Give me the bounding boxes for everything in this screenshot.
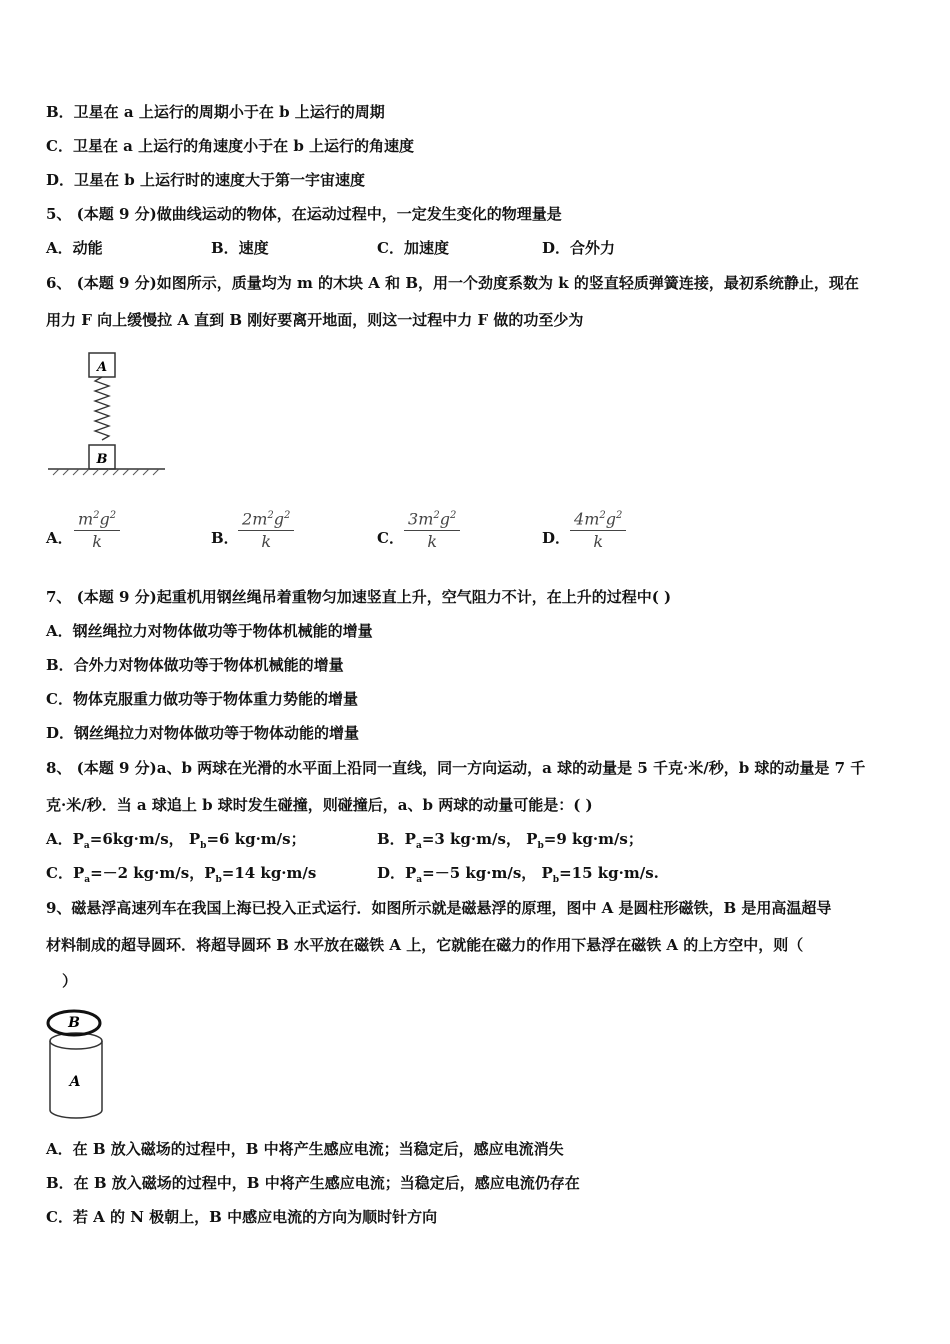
magnet-a-label: A bbox=[69, 1074, 81, 1090]
ring-b-label: B bbox=[68, 1015, 80, 1031]
q7-stem: 7、 (本题 9 分)起重机用钢丝绳吊着重物匀加速竖直上升，空气阻力不计，在上升的过程中( ) bbox=[46, 588, 672, 606]
q6-stem-line1: 6、 (本题 9 分)如图所示，质量均为 m 的木块 A 和 B，用一个劲度系数为 k 的竖直轻质弹簧连接，最初系统静止，现在 bbox=[46, 274, 859, 292]
q5-stem: 5、 (本题 9 分)做曲线运动的物体，在运动过程中，一定发生变化的物理量是 bbox=[46, 205, 562, 223]
q6-option-c-label: C． bbox=[377, 529, 404, 547]
q8-option-a: A．$P_a=6kg\cdot m/s$， $P_b=6$ kg·m/s； bbox=[46, 830, 306, 851]
q5-option-a: A．动能 bbox=[46, 239, 103, 257]
prev-option-c: C．卫星在 a 上运行的角速度小于在 b 上运行的角速度 bbox=[46, 137, 415, 155]
prev-option-b: B．卫星在 a 上运行的周期小于在 b 上运行的周期 bbox=[46, 103, 385, 121]
q9-stem-line2: 材料制成的超导圆环．将超导圆环 B 水平放在磁铁 A 上，它就能在磁力的作用下悬浮在磁铁 A 的上方空中，则（ bbox=[46, 936, 804, 954]
q6-option-d-label: D． bbox=[542, 529, 571, 547]
q5-option-d: D．合外力 bbox=[542, 239, 616, 257]
q8-option-c: C．$P_a=-2$ kg·m/s，$P_b=14$ kg·m/s bbox=[46, 864, 317, 885]
magnet-ring-figure bbox=[44, 1005, 114, 1123]
q5-option-b: B．速度 bbox=[211, 239, 269, 257]
q8-stem-line2: 克·米/秒．当 a 球追上 b 球时发生碰撞，则碰撞后，a、b 两球的动量可能是：( ) bbox=[46, 796, 593, 814]
block-a-label: A bbox=[96, 360, 108, 375]
q7-option-c: C．物体克服重力做功等于物体重力势能的增量 bbox=[46, 690, 358, 708]
block-b-label: B bbox=[96, 452, 108, 467]
q8-option-b: B．$P_a=3$ kg·m/s， $P_b=9$ kg·m/s； bbox=[377, 830, 643, 851]
q6-option-d-formula: $\frac{4m^2g^2}{k}$ bbox=[570, 505, 626, 553]
q9-stem-line1: 9、磁悬浮高速列车在我国上海已投入正式运行．如图所示就是磁悬浮的原理，图中 A 是圆柱形磁铁，B 是用高温超导 bbox=[46, 899, 832, 917]
q9-stem-line3: ） bbox=[62, 972, 78, 990]
spring-blocks-figure bbox=[45, 350, 170, 480]
q7-option-b: B．合外力对物体做功等于物体机械能的增量 bbox=[46, 656, 344, 674]
q8-option-d: D．$P_a=-5$ kg·m/s， $P_b=15$ kg·m/s. bbox=[377, 864, 659, 885]
q5-option-c: C．加速度 bbox=[377, 239, 449, 257]
q8-stem-line1: 8、 (本题 9 分)a、b 两球在光滑的水平面上沿同一直线，同一方向运动，a 球的动量是 5 千克·米/秒，b 球的动量是 7 千 bbox=[46, 759, 866, 777]
q7-option-d: D．钢丝绳拉力对物体做功等于物体动能的增量 bbox=[46, 724, 360, 742]
q6-option-b-formula: $\frac{2m^2g^2}{k}$ bbox=[238, 505, 294, 553]
q6-option-a-label: A． bbox=[46, 529, 73, 547]
prev-option-d: D．卫星在 b 上运行时的速度大于第一宇宙速度 bbox=[46, 171, 365, 189]
q9-option-c: C．若 A 的 N 极朝上，B 中感应电流的方向为顺时针方向 bbox=[46, 1208, 438, 1226]
q9-option-b: B．在 B 放入磁场的过程中，B 中将产生感应电流；当稳定后，感应电流仍存在 bbox=[46, 1174, 580, 1192]
q6-stem-line2: 用力 F 向上缓慢拉 A 直到 B 刚好要离开地面，则这一过程中力 F 做的功至少为 bbox=[46, 311, 584, 329]
q6-option-a-formula: $\frac{m^2g^2}{k}$ bbox=[74, 505, 120, 553]
q6-option-b-label: B． bbox=[211, 529, 239, 547]
q9-option-a: A．在 B 放入磁场的过程中，B 中将产生感应电流；当稳定后，感应电流消失 bbox=[46, 1140, 564, 1158]
q6-option-c-formula: $\frac{3m^2g^2}{k}$ bbox=[404, 505, 460, 553]
q7-option-a: A．钢丝绳拉力对物体做功等于物体机械能的增量 bbox=[46, 622, 373, 640]
